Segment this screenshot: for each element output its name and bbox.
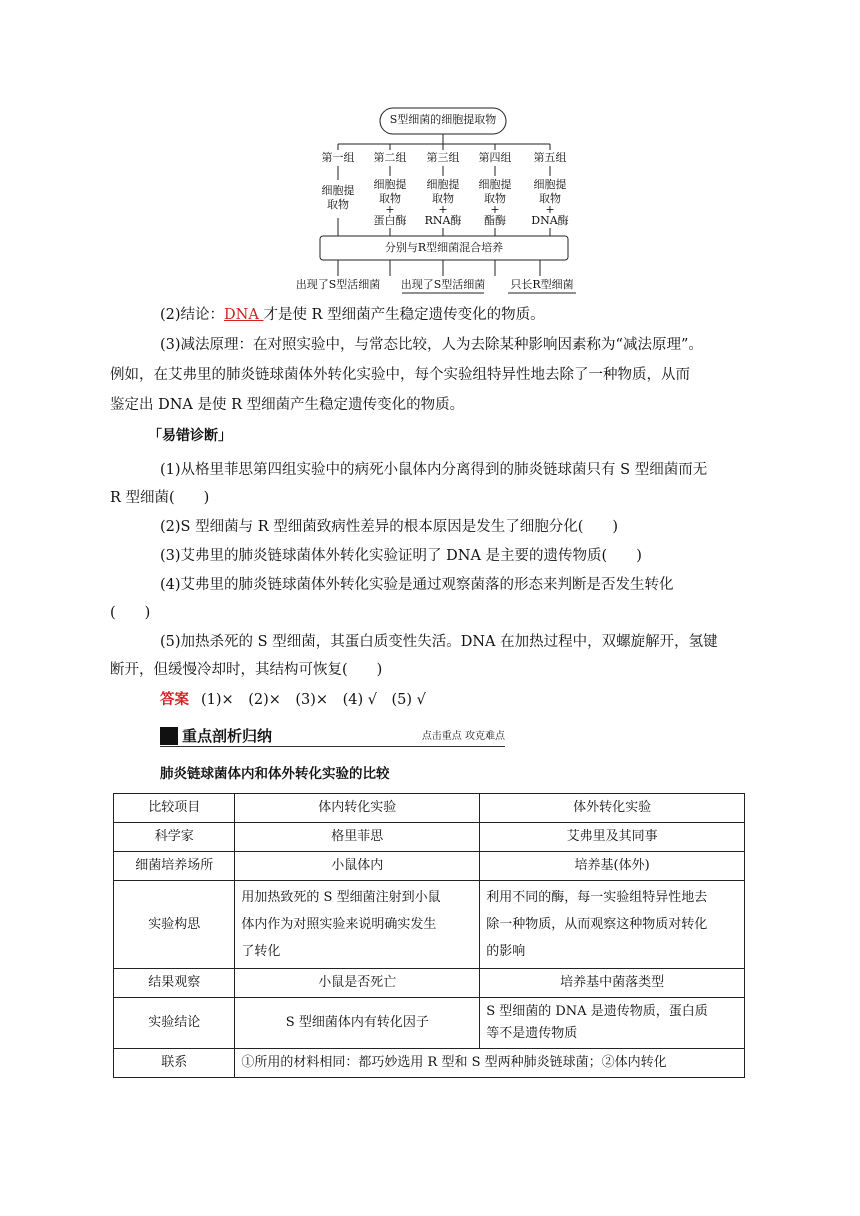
question-5-line-2: 断开，但缓慢冷却时，其结构可恢复( ) bbox=[110, 662, 383, 678]
key-points-header bbox=[160, 725, 505, 747]
item-4 bbox=[470, 178, 520, 228]
table-row bbox=[114, 852, 745, 881]
item-2 bbox=[365, 178, 415, 228]
subtraction-line-3: 鉴定出 DNA 是使 R 型细菌产生稳定遗传变化的物质。 bbox=[110, 397, 465, 413]
table-cell bbox=[480, 881, 745, 969]
key-points-subtitle: 点击重点 攻克难点 bbox=[421, 731, 505, 742]
item-5-line: 取物 bbox=[539, 192, 561, 205]
cell-line: 了转化 bbox=[241, 944, 281, 959]
group-label-3: 第三组 bbox=[426, 151, 460, 164]
header-cell: 体外转化实验 bbox=[480, 794, 745, 823]
group-label-1: 第一组 bbox=[321, 151, 355, 164]
header-cell: 比较项目 bbox=[114, 794, 235, 823]
subtraction-line-1: (3)减法原理：在对照实验中，与常态比较，人为去除某种影响因素称为“减法原理”。 bbox=[160, 337, 703, 353]
table-cell: ①所用的材料相同：都巧妙选用 R 型和 S 型两种肺炎链球菌；②体内转化 bbox=[235, 1049, 745, 1078]
item-3 bbox=[418, 178, 468, 228]
item-4-plus: + bbox=[490, 203, 500, 216]
table-row bbox=[114, 969, 745, 998]
row-label: 科学家 bbox=[114, 823, 235, 852]
item-5-line: 细胞提 bbox=[533, 178, 567, 191]
item-1-line: 取物 bbox=[327, 198, 349, 211]
item-4-enzyme: 酯酶 bbox=[484, 214, 506, 227]
answer-line bbox=[160, 688, 750, 712]
cell-line: 除一种物质，从而观察这种物质对转化 bbox=[486, 917, 708, 932]
table-cell: 格里菲思 bbox=[235, 823, 480, 852]
item-5-enzyme: DNA酶 bbox=[531, 214, 569, 227]
item-4-line: 取物 bbox=[484, 192, 506, 205]
item-3-line: 取物 bbox=[432, 192, 454, 205]
result-1: 出现了S型活细菌 bbox=[295, 278, 381, 291]
group-label-5: 第五组 bbox=[533, 151, 567, 164]
table-row bbox=[114, 823, 745, 852]
cell-line: 用加热致死的 S 型细菌注射到小鼠 bbox=[241, 890, 441, 905]
result-3: 只长R型细菌 bbox=[510, 278, 574, 291]
row-label: 联系 bbox=[114, 1049, 235, 1078]
table-cell: S 型细菌体内有转化因子 bbox=[235, 998, 480, 1049]
header-cell: 体内转化实验 bbox=[235, 794, 480, 823]
item-1 bbox=[318, 184, 358, 212]
cell-line: 等不是遗传物质 bbox=[486, 1026, 578, 1041]
conclusion-answer: DNA bbox=[224, 307, 264, 323]
diagram-top-label: S型细菌的细胞提取物 bbox=[389, 113, 497, 126]
answer-text: (1)× (2)× (3)× (4) √ (5) √ bbox=[201, 692, 426, 708]
row-label: 实验构思 bbox=[114, 881, 235, 969]
conclusion-suffix: 才是使 R 型细菌产生稳定遗传变化的物质。 bbox=[263, 307, 545, 323]
item-3-enzyme: RNA酶 bbox=[424, 214, 462, 227]
table-cell: 艾弗里及其同事 bbox=[480, 823, 745, 852]
table-cell bbox=[480, 998, 745, 1049]
table-cell: 培养基(体外) bbox=[480, 852, 745, 881]
item-4-line: 细胞提 bbox=[478, 178, 512, 191]
error-diagnosis-heading: 「易错诊断」 bbox=[148, 428, 232, 444]
row-label: 实验结论 bbox=[114, 998, 235, 1049]
table-title: 肺炎链球菌体内和体外转化实验的比较 bbox=[160, 766, 390, 782]
item-5-plus: + bbox=[545, 203, 555, 216]
question-1-line-2: R 型细菌( ) bbox=[110, 490, 210, 506]
row-label: 结果观察 bbox=[114, 969, 235, 998]
mix-label: 分别与R型细菌混合培养 bbox=[384, 241, 504, 254]
question-1-line-1: (1)从格里菲思第四组实验中的病死小鼠体内分离得到的肺炎链球菌只有 S 型细菌而无 bbox=[160, 462, 708, 478]
item-2-plus: + bbox=[385, 203, 395, 216]
experiment-diagram bbox=[280, 100, 600, 300]
group-label-4: 第四组 bbox=[478, 151, 512, 164]
cell-line: S 型细菌的 DNA 是遗传物质，蛋白质 bbox=[486, 1004, 708, 1019]
conclusion-prefix: (2)结论： bbox=[160, 307, 225, 323]
table-cell: 小鼠是否死亡 bbox=[235, 969, 480, 998]
question-4-line-1: (4)艾弗里的肺炎链球菌体外转化实验是通过观察菌落的形态来判断是否发生转化 bbox=[160, 577, 674, 593]
subtraction-line-2: 例如，在艾弗里的肺炎链球菌体外转化实验中，每个实验组特异性地去除了一种物质，从而 bbox=[110, 367, 690, 383]
question-4-line-2: ( ) bbox=[110, 605, 151, 621]
row-label: 细菌培养场所 bbox=[114, 852, 235, 881]
answer-label: 答案 bbox=[160, 692, 189, 708]
item-2-enzyme: 蛋白酶 bbox=[373, 214, 407, 227]
table-row bbox=[114, 881, 745, 969]
table-row bbox=[114, 794, 745, 823]
cell-line: 的影响 bbox=[486, 944, 526, 959]
comparison-table bbox=[113, 793, 745, 1078]
item-3-line: 细胞提 bbox=[426, 178, 460, 191]
key-points-title: 重点剖析归纳 bbox=[182, 727, 273, 745]
item-5 bbox=[525, 178, 575, 228]
key-points-divider bbox=[160, 746, 505, 747]
table-cell: 培养基中菌落类型 bbox=[480, 969, 745, 998]
question-3: (3)艾弗里的肺炎链球菌体外转化实验证明了 DNA 是主要的遗传物质( ) bbox=[160, 548, 642, 564]
table-cell: 小鼠体内 bbox=[235, 852, 480, 881]
question-2: (2)S 型细菌与 R 型细菌致病性差异的根本原因是发生了细胞分化( ) bbox=[160, 519, 619, 535]
item-1-line: 细胞提 bbox=[321, 184, 355, 197]
table-row bbox=[114, 998, 745, 1049]
cell-line: 利用不同的酶，每一实验组特异性地去 bbox=[486, 890, 708, 905]
item-3-plus: + bbox=[438, 203, 448, 216]
conclusion-line bbox=[160, 303, 750, 327]
question-5-line-1: (5)加热杀死的 S 型细菌，其蛋白质变性失活。DNA 在加热过程中，双螺旋解开，氢键 bbox=[160, 634, 718, 650]
group-label-2: 第二组 bbox=[373, 151, 407, 164]
cell-line: 体内作为对照实验来说明确实发生 bbox=[241, 917, 437, 932]
table-row bbox=[114, 1049, 745, 1078]
result-2: 出现了S型活细菌 bbox=[400, 278, 486, 291]
section-marker-icon bbox=[160, 727, 178, 745]
item-2-line: 取物 bbox=[379, 192, 401, 205]
table-cell bbox=[235, 881, 480, 969]
item-2-line: 细胞提 bbox=[373, 178, 407, 191]
